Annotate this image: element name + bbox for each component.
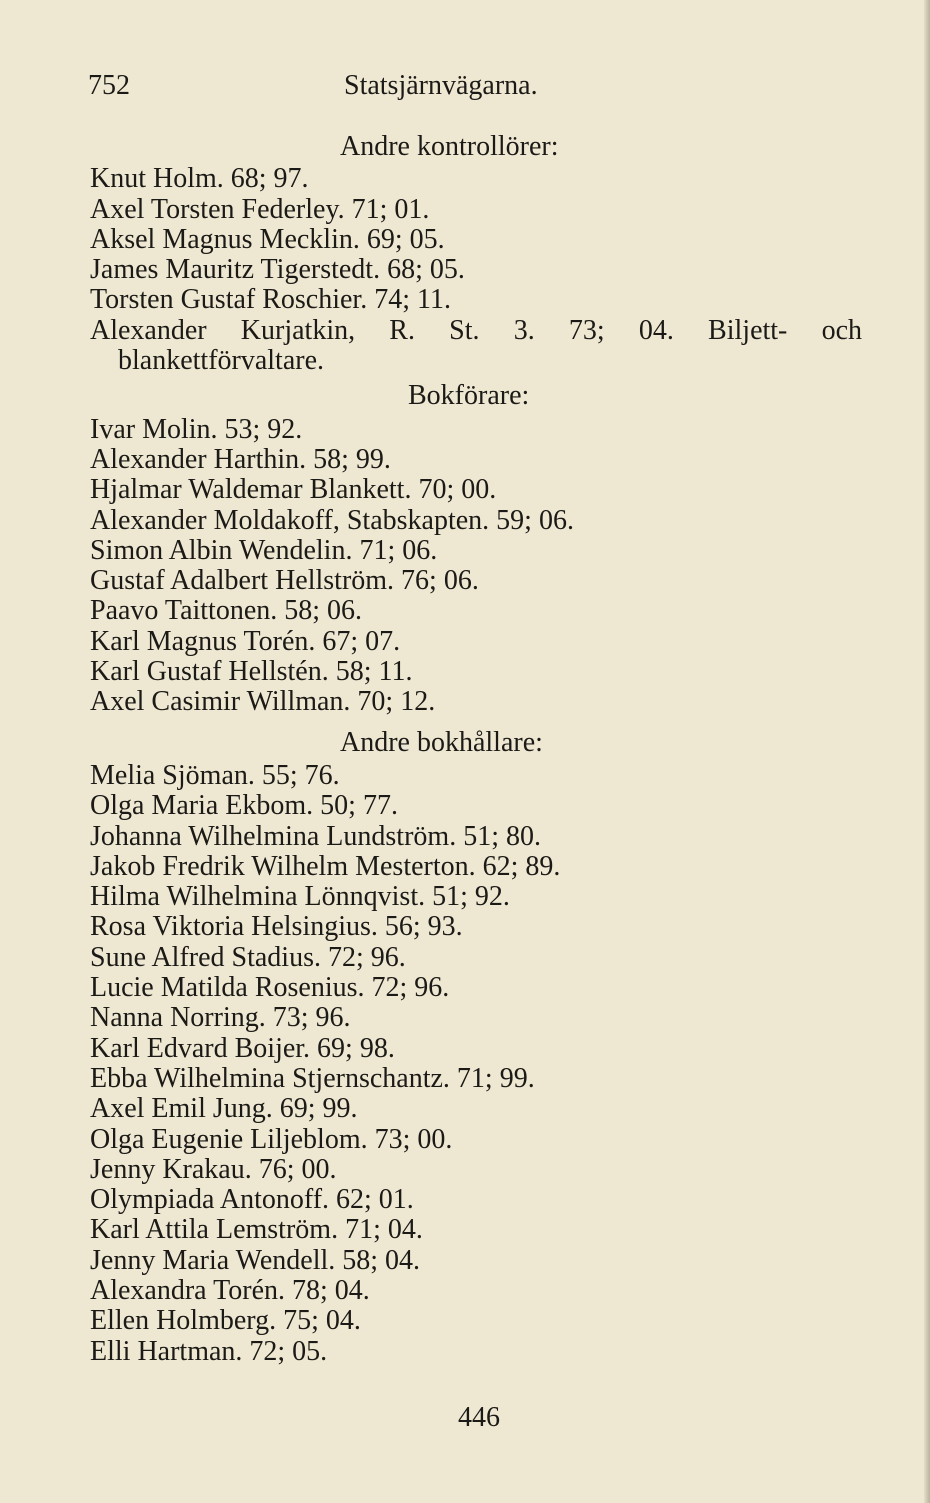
entry-line: Paavo Taittonen. 58; 06. bbox=[90, 595, 363, 627]
entry-line: Ellen Holmberg. 75; 04. bbox=[90, 1305, 361, 1337]
entry-line: Karl Magnus Torén. 67; 07. bbox=[90, 625, 401, 657]
entry-line: Hilma Wilhelmina Lönnqvist. 51; 92. bbox=[90, 881, 510, 913]
entry-line: Ivar Molin. 53; 92. bbox=[90, 413, 303, 445]
section-heading: Bokförare: bbox=[408, 380, 530, 412]
entry-line: Torsten Gustaf Roschier. 74; 11. bbox=[90, 284, 451, 316]
entry-line: Jakob Fredrik Wilhelm Mesterton. 62; 89. bbox=[90, 850, 561, 882]
entry-line: Sune Alfred Stadius. 72; 96. bbox=[90, 941, 406, 973]
running-title: Statsjärnvägarna. bbox=[344, 70, 538, 101]
entry-line: Alexander Moldakoff, Stabskapten. 59; 06. bbox=[90, 504, 574, 536]
entry-line: Axel Emil Jung. 69; 99. bbox=[90, 1093, 358, 1125]
entry-line: Knut Holm. 68; 97. bbox=[90, 163, 309, 195]
signature-number: 446 bbox=[458, 1402, 500, 1433]
entry-line: Ebba Wilhelmina Stjernschantz. 71; 99. bbox=[90, 1062, 535, 1094]
entry-line: Melia Sjöman. 55; 76. bbox=[90, 759, 340, 791]
entry-line: Gustaf Adalbert Hellström. 76; 06. bbox=[90, 565, 479, 597]
entry-line: James Mauritz Tigerstedt. 68; 05. bbox=[90, 254, 465, 286]
entry-line: Axel Casimir Willman. 70; 12. bbox=[90, 686, 436, 718]
entry-line: Simon Albin Wendelin. 71; 06. bbox=[90, 534, 438, 566]
section-heading: Andre kontrollörer: bbox=[340, 131, 559, 162]
entry-line: Karl Attila Lemström. 71; 04. bbox=[90, 1214, 423, 1246]
section-heading: Andre bokhållare: bbox=[340, 726, 543, 758]
entry-line: Axel Torsten Federley. 71; 01. bbox=[90, 193, 430, 225]
entry-line: blankettförvaltare. bbox=[118, 345, 325, 377]
entry-line: Alexandra Torén. 78; 04. bbox=[90, 1274, 370, 1306]
entry-line: Karl Gustaf Hellstén. 58; 11. bbox=[90, 656, 413, 688]
document-body bbox=[90, 132, 862, 1367]
page-edge bbox=[924, 0, 930, 1503]
entry-line: Olga Eugenie Liljeblom. 73; 00. bbox=[90, 1123, 453, 1155]
entry-line: Olympiada Antonoff. 62; 01. bbox=[90, 1184, 414, 1216]
entry-line: Olga Maria Ekbom. 50; 77. bbox=[90, 790, 398, 822]
entry-line: Alexander Kurjatkin, R. St. 3. 73; 04. Biljett- och bbox=[90, 314, 862, 346]
entry-line: Jenny Maria Wendell. 58; 04. bbox=[90, 1244, 421, 1276]
entry-line: Jenny Krakau. 76; 00. bbox=[90, 1153, 337, 1185]
entry-line: Aksel Magnus Mecklin. 69; 05. bbox=[90, 223, 445, 255]
entry-line: Alexander Harthin. 58; 99. bbox=[90, 443, 391, 475]
page-number: 752 bbox=[88, 70, 130, 101]
entry-line: Nanna Norring. 73; 96. bbox=[90, 1002, 351, 1034]
entry-line: Lucie Matilda Rosenius. 72; 96. bbox=[90, 972, 450, 1004]
entry-line: Karl Edvard Boijer. 69; 98. bbox=[90, 1032, 395, 1064]
entry-line: Elli Hartman. 72; 05. bbox=[90, 1335, 328, 1367]
entry-line: Rosa Viktoria Helsingius. 56; 93. bbox=[90, 911, 463, 943]
entry-line: Hjalmar Waldemar Blankett. 70; 00. bbox=[90, 474, 497, 506]
running-header bbox=[88, 70, 588, 106]
entry-line: Johanna Wilhelmina Lundström. 51; 80. bbox=[90, 820, 541, 852]
